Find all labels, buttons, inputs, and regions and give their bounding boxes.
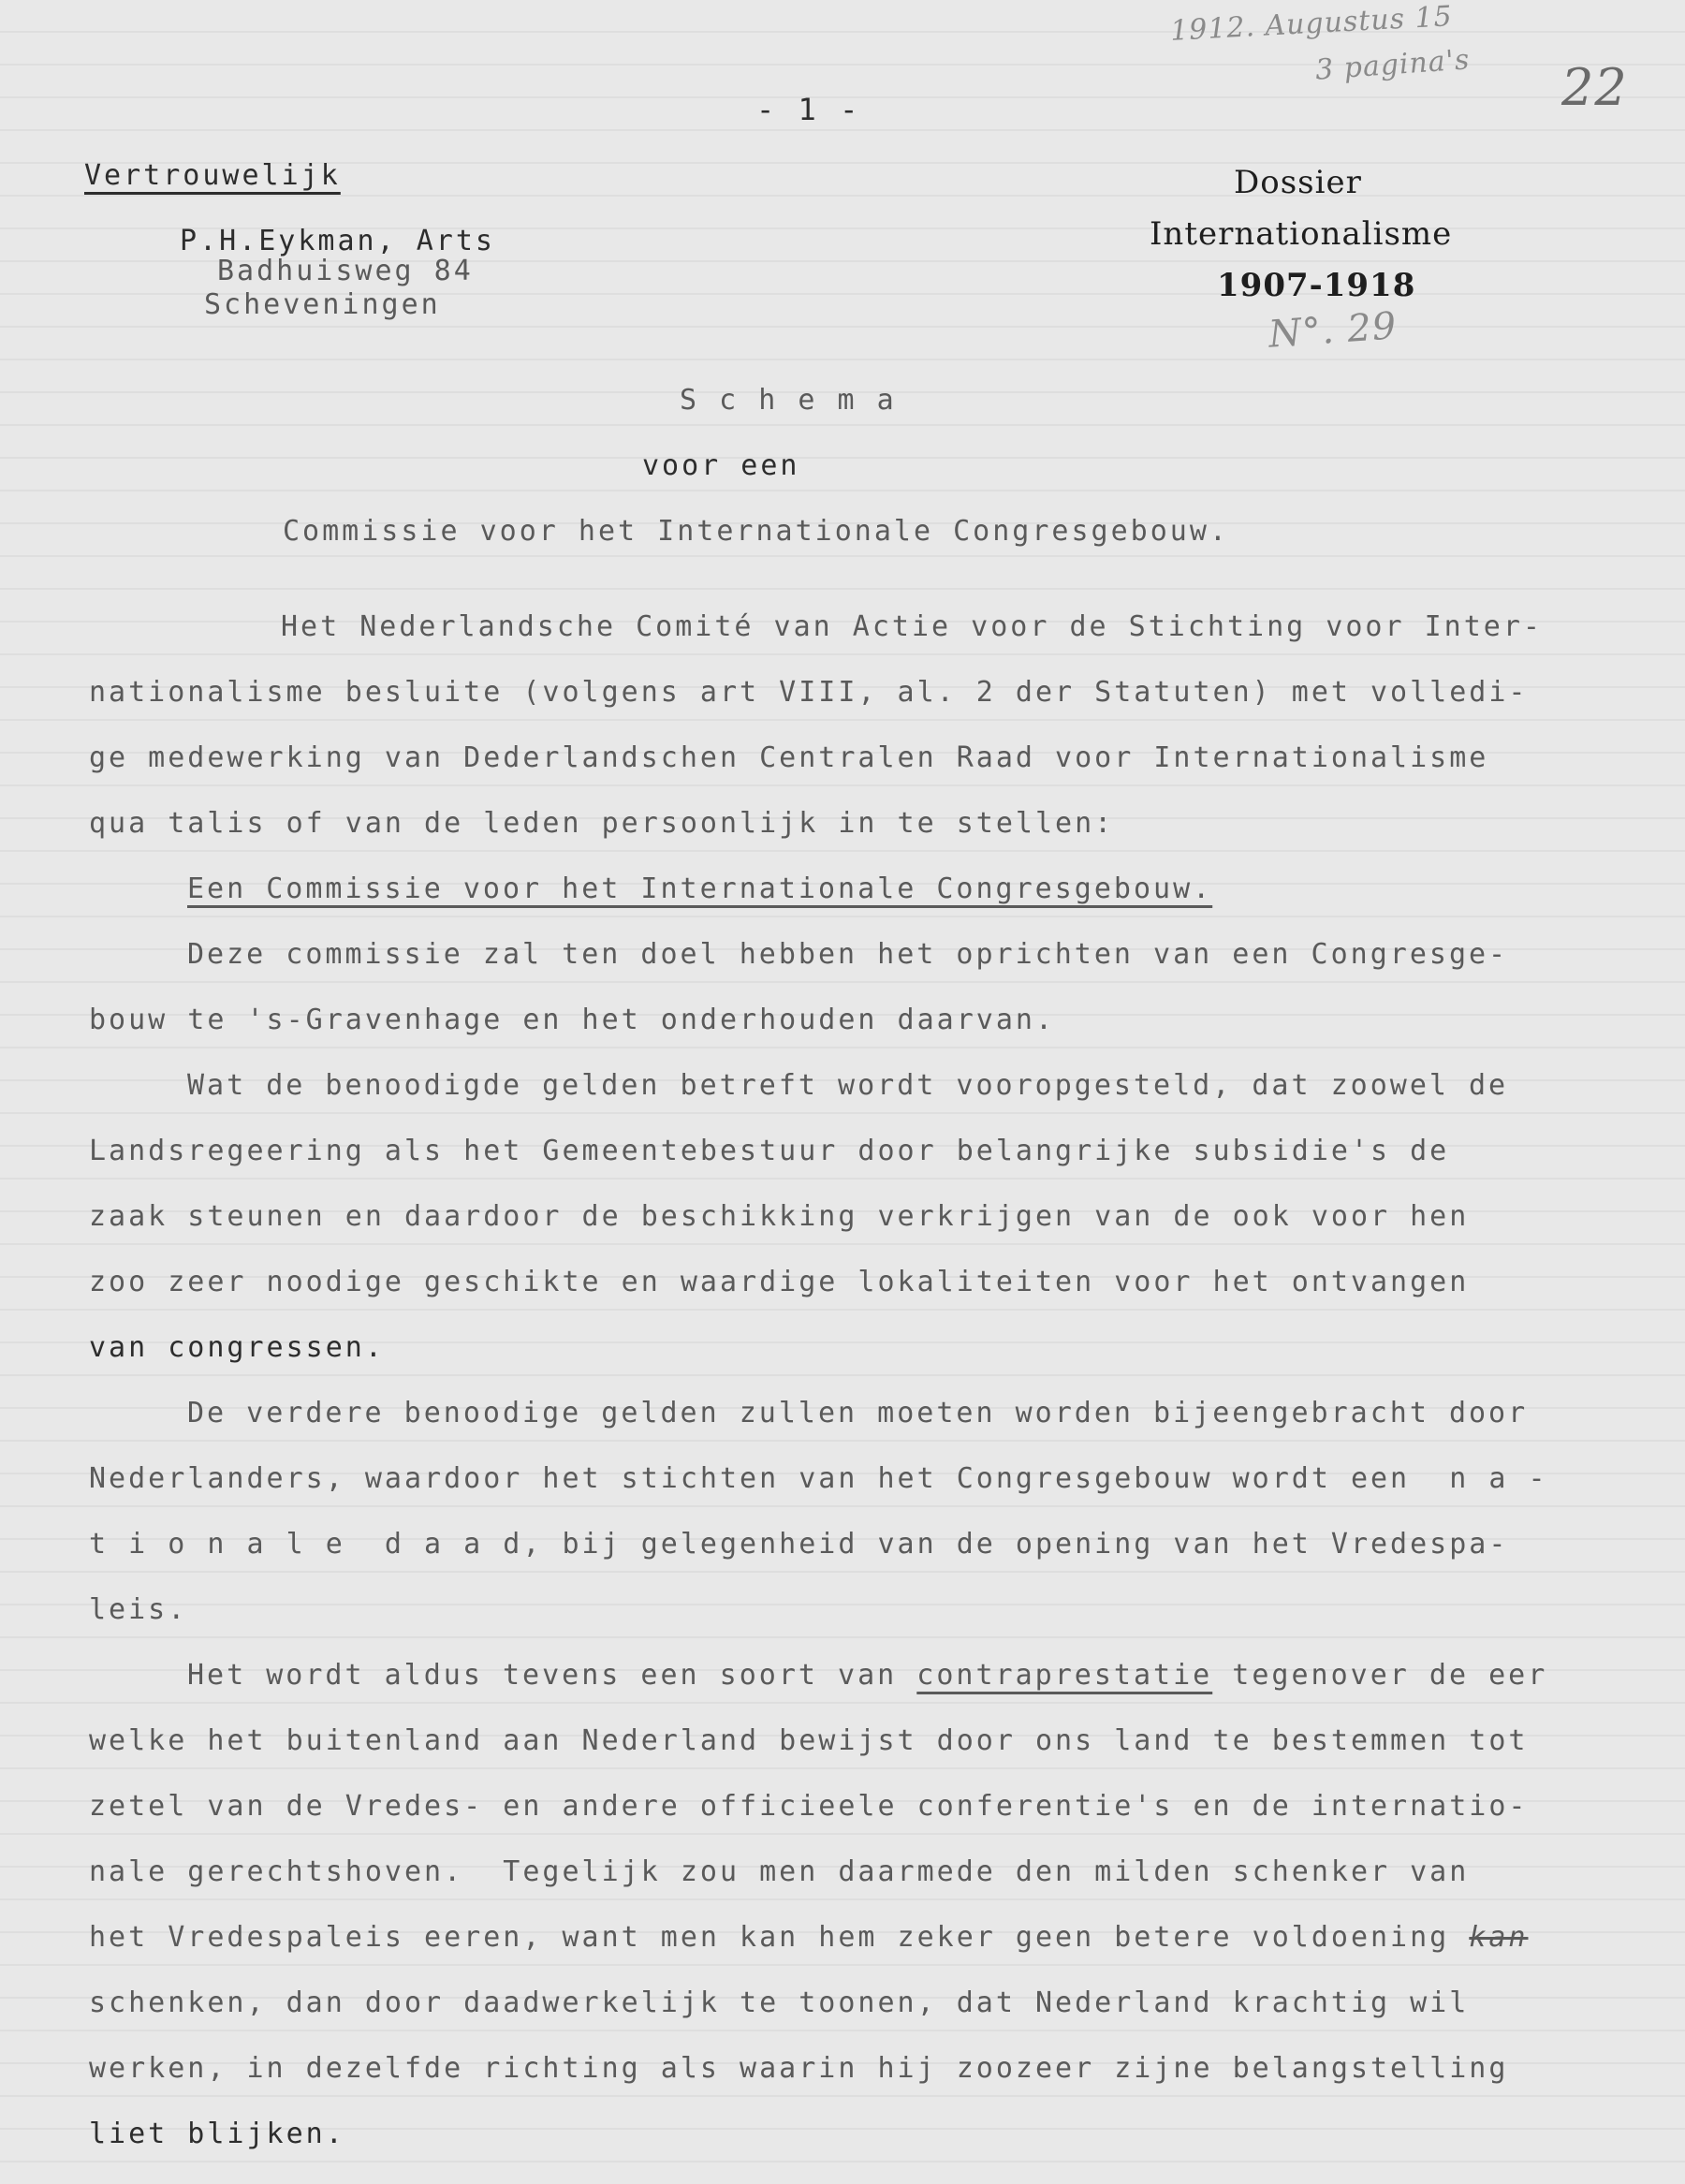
body-line: Het Nederlandsche Comité van Actie voor de Stichting voor Inter- xyxy=(281,610,1543,643)
handwritten-item-number: N°. 29 xyxy=(1267,304,1399,357)
contraprestatie-underlined: contraprestatie xyxy=(916,1659,1213,1692)
handwritten-folio-number: 22 xyxy=(1561,58,1628,117)
body-line: zetel van de Vredes- en andere officieele conferentie's en de internatio- xyxy=(89,1790,1529,1823)
body-line: Nederlanders, waardoor het stichten van het Congresgebouw wordt een n a - xyxy=(89,1462,1548,1495)
dossier-stamp-title: Internationalisme xyxy=(1150,215,1453,253)
body-line: nale gerechtshoven. Tegelijk zou men daarmede den milden schenker van xyxy=(89,1855,1470,1888)
struck-out-word: kan xyxy=(1469,1921,1529,1954)
schema-title: S c h e m a xyxy=(680,384,897,417)
body-line: Landsregeering als het Gemeentebestuur door belangrijke subsidie's de xyxy=(89,1135,1450,1167)
confidential-label: Vertrouwelijk xyxy=(84,159,341,192)
sender-city: Scheveningen xyxy=(204,288,441,321)
body-line: Wat de benoodigde gelden betreft wordt vooropgesteld, dat zoowel de xyxy=(187,1069,1509,1102)
body-line: bouw te 's-Gravenhage en het onderhouden daarvan. xyxy=(89,1004,1056,1036)
sender-name: P.H.Eykman, Arts xyxy=(180,225,495,257)
schema-heading: Commissie voor het Internationale Congresgebouw. xyxy=(283,515,1229,548)
body-line: qua talis of van de leden persoonlijk in te stellen: xyxy=(89,807,1115,840)
body-line: zaak steunen en daardoor de beschikking verkrijgen van de ook voor hen xyxy=(89,1200,1470,1233)
body-line: De verdere benoodige gelden zullen moeten worden bijeengebracht door xyxy=(187,1397,1529,1429)
body-line: welke het buitenland aan Nederland bewijst door ons land te bestemmen tot xyxy=(89,1724,1529,1757)
schema-subtitle: voor een xyxy=(642,449,800,482)
body-line: ge medewerking van Dederlandschen Centralen Raad voor Internationalisme xyxy=(89,741,1489,774)
body-line: schenken, dan door daadwerkelijk te toonen, dat Nederland krachtig wil xyxy=(89,1986,1470,2019)
body-line: zoo zeer noodige geschikte en waardige lokaliteiten voor het ontvangen xyxy=(89,1266,1470,1298)
dossier-stamp-years: 1907-1918 xyxy=(1217,267,1416,304)
body-fragment: het Vredespaleis eeren, want men kan hem zeker geen betere voldoening xyxy=(89,1921,1470,1954)
body-line: werken, in dezelfde richting als waarin hij zoozeer zijne belangstelling xyxy=(89,2052,1509,2085)
body-line: Deze commissie zal ten doel hebben het oprichten van een Congresge- xyxy=(187,938,1509,971)
commission-name-underlined: Een Commissie voor het Internationale Congresgebouw. xyxy=(187,872,1213,905)
body-fragment: Het wordt aldus tevens een soort van xyxy=(187,1659,917,1692)
handwritten-date-note: 1912. Augustus 15 xyxy=(1169,0,1454,48)
body-line: t i o n a l e d a a d, bij gelegenheid van de opening van het Vredespa- xyxy=(89,1528,1509,1561)
dossier-stamp-label: Dossier xyxy=(1234,164,1362,201)
handwritten-pages-note: 3 pagina's xyxy=(1313,43,1472,87)
page-number: - 1 - xyxy=(756,92,861,127)
sender-street: Badhuisweg 84 xyxy=(217,255,474,287)
body-line xyxy=(187,1659,1547,1692)
body-fragment: tegenover de eer xyxy=(1212,1659,1548,1692)
body-line: van congressen. xyxy=(89,1331,385,1364)
body-line: leis. xyxy=(89,1593,188,1626)
body-line xyxy=(89,1921,1529,1954)
body-line: nationalisme besluite (volgens art VIII, al. 2 der Statuten) met volledi- xyxy=(89,676,1529,709)
body-line: liet blijken. xyxy=(89,2118,345,2150)
